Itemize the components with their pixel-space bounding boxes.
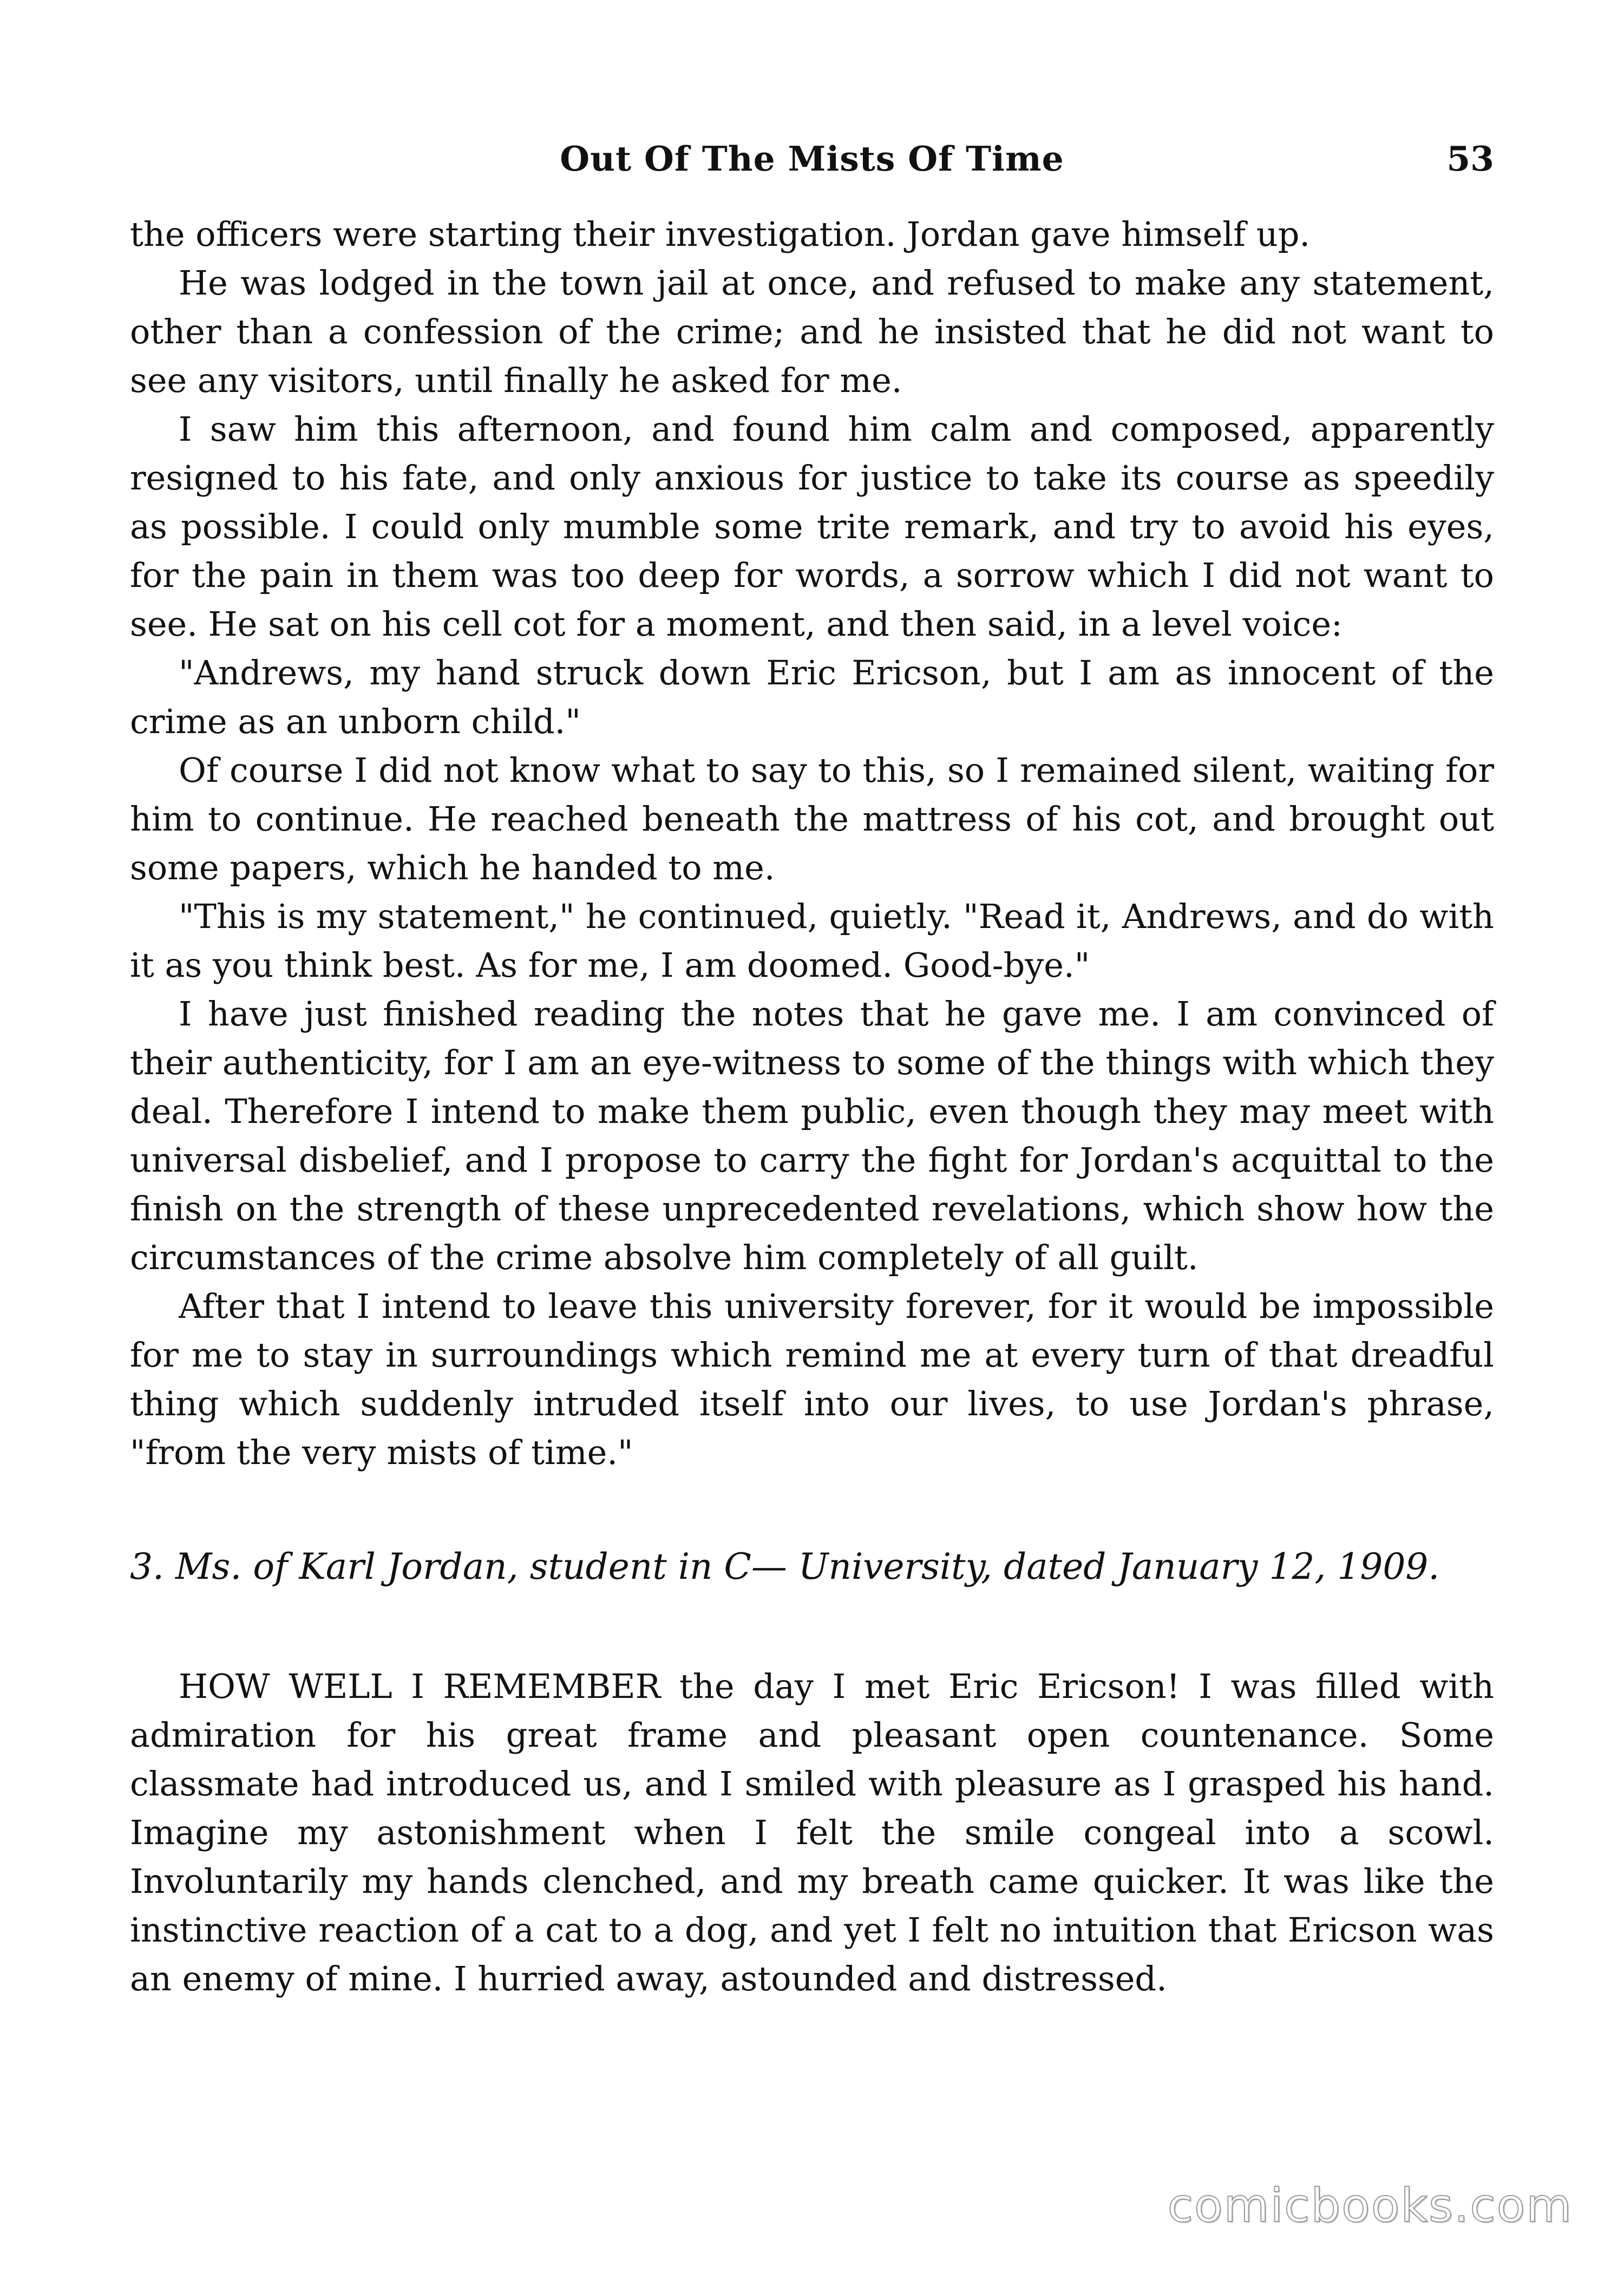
paragraph: "Andrews, my hand struck down Eric Ericson, but I am as innocent of the crime as an unborn child." [130, 653, 1494, 741]
body-text [130, 210, 1494, 2003]
page-header [130, 129, 1494, 188]
paragraph: "This is my statement," he continued, quietly. "Read it, Andrews, and do with it as you think best. As for me, I am doomed. Good-bye." [130, 897, 1494, 985]
paragraph: He was lodged in the town jail at once, and refused to make any statement, other than a confession of the crime; and he insisted that he did not want to see any visitors, until finally he asked for me. [130, 263, 1494, 400]
watermark: comicbooks.com [1167, 2179, 1573, 2233]
paragraph: I have just finished reading the notes that he gave me. I am convinced of their authenticity, for I am an eye-witness to some of the things with which they deal. Therefore I intend to make them public, even though they may meet with universal disbelief, and I propose to carry the fight for Jordan's acquittal to the finish on the strength of these unprecedented revelations, which show how the circumstances of the crime absolve him completely of all guilt. [130, 994, 1494, 1277]
paragraph: I saw him this afternoon, and found him calm and composed, apparently resigned to his fate, and only anxious for justice to take its course as speedily as possible. I could only mumble some trite remark, and try to avoid his eyes, for the pain in them was too deep for words, a sorrow which I did not want to see. He sat on his cell cot for a moment, and then said, in a level voice: [130, 409, 1494, 644]
manuscript-paragraph: HOW WELL I REMEMBER the day I met Eric Ericson! I was filled with admiration for his great frame and pleasant open countenance. Some classmate had introduced us, and I smiled with pleasure as I grasped his hand. Imagine my astonishment when I felt the smile congeal into a scowl. Involuntarily my hands clenched, and my breath came quicker. It was like the instinctive reaction of a cat to a dog, and yet I felt no intuition that Ericson was an enemy of mine. I hurried away, astounded and distressed. [130, 1667, 1494, 1998]
running-title: Out Of The Mists Of Time [560, 139, 1064, 179]
paragraph: After that I intend to leave this university forever, for it would be impossible for me to stay in surroundings which remind me at every turn of that dreadful thing which suddenly intruded itself into our lives, to use Jordan's phrase, "from the very mists of time." [130, 1286, 1494, 1472]
page-number: 53 [1446, 139, 1494, 179]
section-heading: 3. Ms. of Karl Jordan, student in C— University, dated January 12, 1909. [130, 1546, 1440, 1587]
paragraph: Of course I did not know what to say to this, so I remained silent, waiting for him to continue. He reached beneath the mattress of his cot, and brought out some papers, which he handed to me. [130, 750, 1494, 887]
paragraph: the officers were starting their investigation. Jordan gave himself up. [130, 214, 1311, 254]
